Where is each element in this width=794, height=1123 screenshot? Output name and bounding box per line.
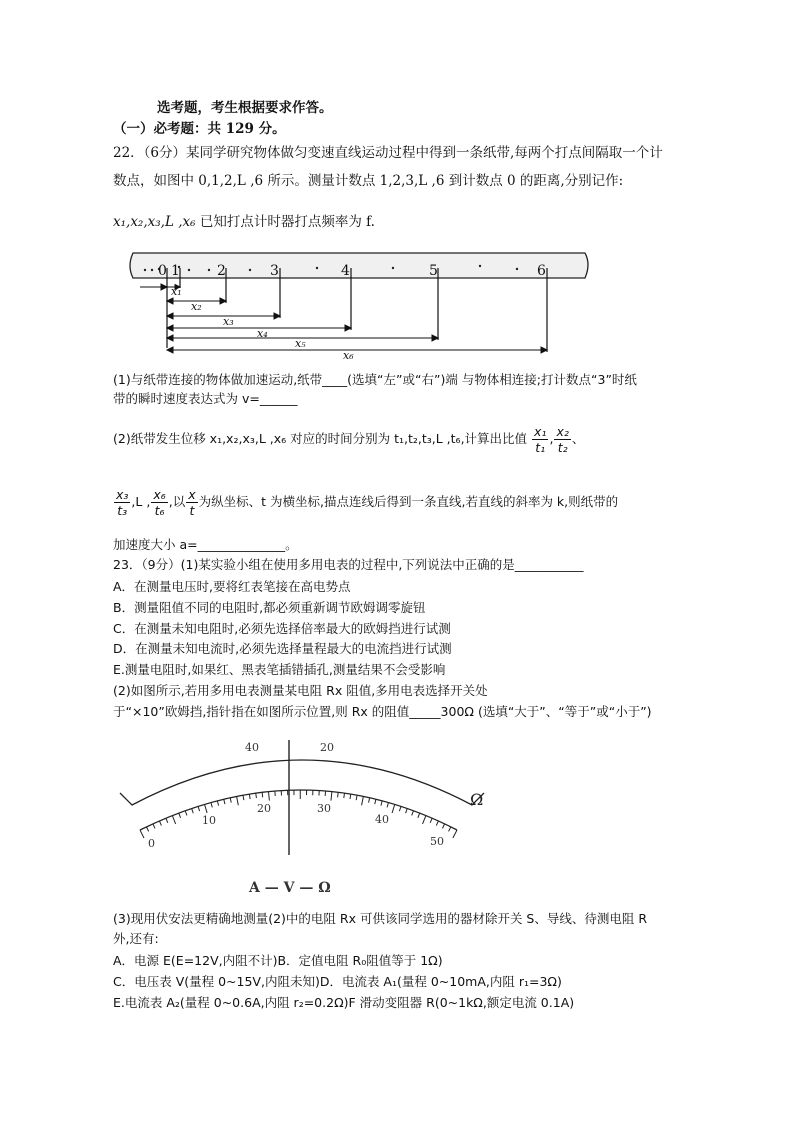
dim-x2: x₂ <box>191 300 202 313</box>
upper-tick-40: 40 <box>245 741 259 754</box>
frac-num: x₃ <box>116 487 129 502</box>
dial-tick <box>205 804 208 813</box>
section-title: （一）必考题：共 129 分。 <box>113 121 286 137</box>
q23-p3-line5: E.电流表 A₂(量程 0~0.6A,内阻 r₂=0.2Ω)F 滑动变阻器 R(0~1kΩ,额定电流 0.1A) <box>113 995 575 1010</box>
q22-line3 <box>113 213 375 231</box>
q22-p2-line1 <box>113 420 584 458</box>
dim-x6: x₆ <box>343 349 354 360</box>
dial-tick <box>399 806 401 811</box>
comma: , <box>549 431 554 446</box>
paper-tape-diagram <box>125 248 595 360</box>
fraction-x2-t2 <box>554 424 570 455</box>
dial-tick <box>387 803 388 808</box>
dial-tick <box>153 824 155 829</box>
dial-tick <box>423 816 426 824</box>
dim-x3: x₃ <box>223 315 234 328</box>
lower-tick-30: 30 <box>317 802 331 815</box>
q23-p2-line1: (2)如图所示,若用多用电表测量某电阻 Rx 阻值,多用电表选择开关处 <box>113 683 488 698</box>
dial-tick <box>442 824 444 829</box>
q22-p2-b2: 为纵坐标、t 为横坐标,描点连线后得到一条直线,若直线的斜率为 k,则纸带的 <box>198 494 619 509</box>
avo-label: A — V — Ω <box>249 880 331 896</box>
q23-p3-line4: C．电压表 V(量程 0~15V,内阻未知)D．电流表 A₁(量程 0~10mA,内阻 r₁=3Ω) <box>113 974 562 989</box>
frac-den: t₂ <box>557 440 568 455</box>
dial-tick <box>268 792 269 801</box>
omega-symbol: Ω <box>470 790 484 809</box>
dial-tick <box>338 792 339 797</box>
q23-option-a: A．在测量电压时,要将红表笔接在高电势点 <box>113 579 351 594</box>
dial-tick <box>331 792 332 801</box>
upper-tick-20: 20 <box>320 741 334 754</box>
dial-tick <box>262 792 263 797</box>
dim-x5: x₅ <box>295 337 306 350</box>
dial-tick <box>230 798 231 803</box>
q22-p2-accel: 加速度大小 a=______________。 <box>113 537 298 552</box>
dial-ticks <box>140 790 457 838</box>
q23-head: 23．（9分）(1)某实验小组在使用多用电表的过程中,下列说法中正确的是___________ <box>113 557 584 572</box>
intro-text: 选考题，考生根据要求作答。 <box>157 100 333 116</box>
dim-x1: x₁ <box>171 285 182 298</box>
q23-option-d: D．在测量未知电流时,必须先选择量程最大的电流挡进行试测 <box>113 641 452 656</box>
dial-tick <box>375 799 376 804</box>
tape-strip <box>130 253 588 278</box>
tape-label-4: 4 <box>341 263 350 279</box>
dial-tick <box>256 793 257 798</box>
fraction-x3-t3 <box>114 487 130 518</box>
frac-den: t <box>189 503 195 518</box>
q23-option-c: C．在测量未知电阻时,必须先选择倍率最大的欧姆挡进行试测 <box>113 621 451 636</box>
frac-den: t₆ <box>154 503 165 518</box>
tape-label-0: 0 <box>158 263 167 279</box>
dial-tick <box>192 808 194 813</box>
frac-den: t₃ <box>117 503 128 518</box>
dial-tick <box>249 794 250 799</box>
dial-tick <box>237 796 239 805</box>
lower-tick-20: 20 <box>257 802 271 815</box>
q22-p2-text: (2)纸带发生位移 x₁,x₂,x₃,L ,x₆ 对应的时间分别为 t₁,t₂,t₃,L ,t₆,计算出比值 <box>113 431 528 446</box>
tape-marker-lines <box>167 268 547 352</box>
dial-tick <box>412 811 414 816</box>
dial-tick <box>198 806 200 811</box>
q22-line2: 数点，如图中 0,1,2,L ,6 所示。测量计数点 1,2,3,L ,6 到计数点 0 的距离,分别记作: <box>113 173 624 189</box>
frac-num: x₂ <box>556 424 569 439</box>
dial-inner-arc <box>140 790 457 830</box>
dial-tick <box>350 794 351 799</box>
dial-tick <box>243 795 244 800</box>
dial-tick <box>369 798 370 803</box>
q22-p2-b1: ,以 <box>168 494 186 509</box>
multimeter-dial <box>112 735 502 900</box>
dial-tick <box>344 793 345 798</box>
q23-p3-line2: 外,还有: <box>113 931 159 946</box>
dial-tick <box>185 811 187 816</box>
q22-p2-line2 <box>113 483 618 521</box>
dial-tick <box>362 796 364 805</box>
frac-den: t₁ <box>535 440 546 455</box>
dial-tick <box>356 795 357 800</box>
dial-tick <box>418 813 420 818</box>
q22-line1: 22．（6分）某同学研究物体做匀变速直线运动过程中得到一条纸带,每两个打点间隔取一个计 <box>113 145 663 161</box>
dial-tick <box>179 813 181 818</box>
q22-freq: 已知打点计时器打点频率为 f. <box>195 214 375 230</box>
q22-p1-line1: (1)与纸带连接的物体做加速运动,纸带____(选填“左”或“右”)端 与物体相连接;打计数点“3”时纸 <box>113 372 637 387</box>
dial-tick <box>449 827 451 831</box>
dial-tick <box>453 830 457 838</box>
dial-tick <box>159 821 161 826</box>
dial-tick <box>140 830 144 838</box>
q22-p2-after: 、 <box>571 431 585 446</box>
q23-option-e: E.测量电阻时,如果红、黑表笔插错插孔,测量结果不会受影响 <box>113 662 446 677</box>
dial-tick <box>436 821 438 826</box>
dial-outer-arc <box>120 760 484 805</box>
dial-tick <box>406 808 408 813</box>
tape-label-5: 5 <box>429 263 438 279</box>
fraction-x6-t6 <box>151 487 167 518</box>
dial-tick <box>211 803 212 808</box>
lower-tick-0: 0 <box>148 837 155 850</box>
frac-num: x₆ <box>153 487 166 502</box>
q22-vars: x₁,x₂,x₃,L ,x₆ <box>113 214 196 230</box>
q22-p1-line2: 带的瞬时速度表达式为 v=______ <box>113 391 298 406</box>
tape-label-6: 6 <box>537 263 546 279</box>
lower-tick-10: 10 <box>202 814 216 827</box>
dial-tick <box>172 816 175 824</box>
q23-option-b: B．测量阻值不同的电阻时,都必须重新调节欧姆调零旋钮 <box>113 600 426 615</box>
q22-p2-mid: ,L , <box>131 494 151 509</box>
dial-tick <box>381 801 382 806</box>
dial-tick <box>224 799 225 804</box>
dim-x4: x₄ <box>257 327 268 340</box>
tape-label-3: 3 <box>270 263 279 279</box>
fraction-x1-t1 <box>532 424 548 455</box>
lower-tick-50: 50 <box>430 835 444 848</box>
dial-tick <box>166 818 168 823</box>
dial-tick <box>217 801 218 806</box>
tape-label-2: 2 <box>217 263 226 279</box>
lower-tick-40: 40 <box>375 813 389 826</box>
fraction-x-t <box>186 487 197 518</box>
dial-tick <box>430 818 432 823</box>
dial-tick <box>146 827 148 832</box>
q23-p3-line1: (3)现用伏安法更精确地测量(2)中的电阻 Rx 可供该同学选用的器材除开关 S、导线、待测电阻 R <box>113 911 648 926</box>
q23-p3-line3: A．电源 E(E=12V,内阻不计)B．定值电阻 R₀阻值等于 1Ω) <box>113 953 443 968</box>
frac-num: x <box>188 487 196 502</box>
frac-num: x₁ <box>534 424 547 439</box>
dial-tick <box>392 804 395 813</box>
tape-label-1: 1 <box>171 263 180 279</box>
q23-p2-line2: 于“×10”欧姆挡,指针指在如图所示位置,则 Rx 的阻值_____300Ω (选填“大于”、“等于”或“小于”) <box>113 704 652 719</box>
